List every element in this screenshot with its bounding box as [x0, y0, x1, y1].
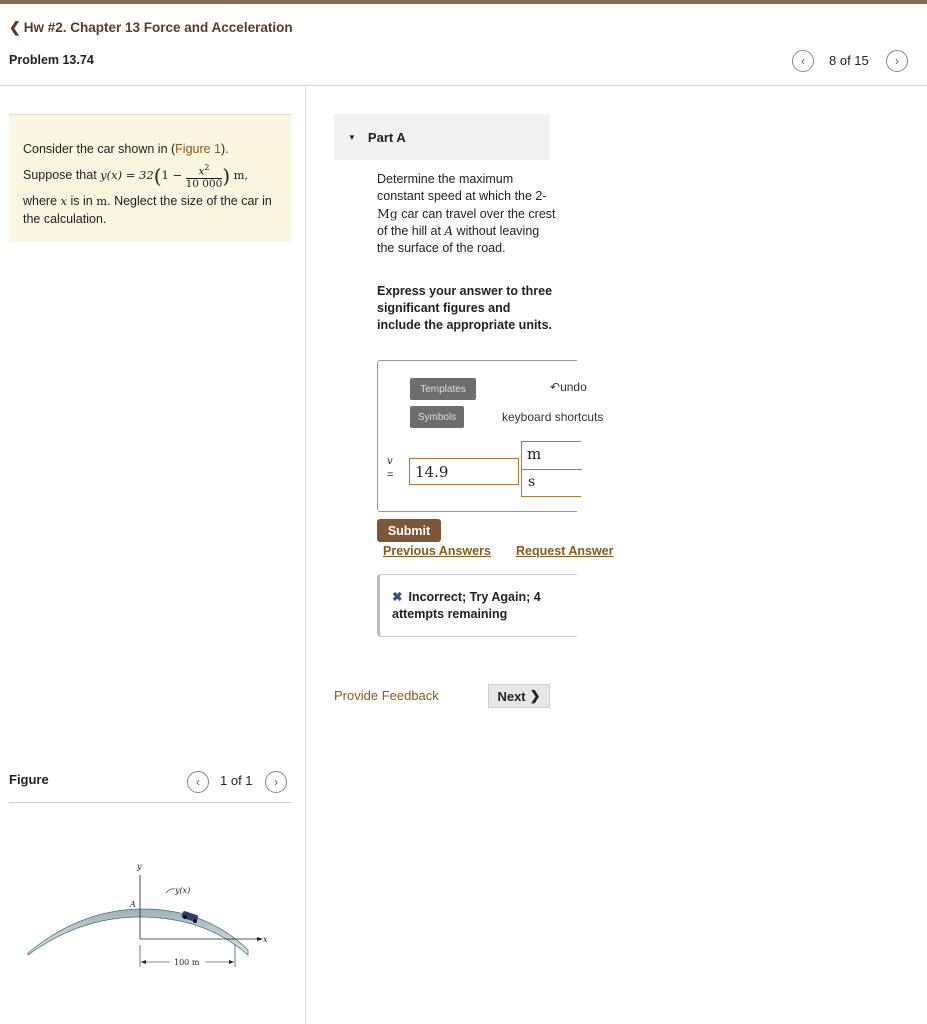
undo-button[interactable]: ↶undo — [550, 380, 587, 394]
symbols-button[interactable]: Symbols — [410, 406, 464, 428]
next-label: Next — [497, 688, 526, 704]
chevron-left-icon: ‹ — [196, 775, 200, 789]
feedback-text: Incorrect; Try Again; 4 attempts remaining — [392, 590, 541, 621]
hill-surface — [28, 909, 248, 955]
problem-statement — [9, 114, 291, 242]
request-answer-link[interactable]: Request Answer — [516, 544, 614, 558]
submit-button[interactable]: Submit — [377, 519, 441, 542]
chevron-right-icon: › — [895, 54, 899, 68]
assignment-back-link[interactable] — [9, 19, 293, 36]
point-a-label: A — [130, 900, 136, 909]
equation-fraction: $\frac{x^2}{10 000}$ — [185, 163, 223, 190]
answer-value-input[interactable] — [409, 458, 519, 485]
incorrect-icon: ✖ — [392, 590, 403, 604]
figure-next-button[interactable] — [265, 771, 287, 793]
problem-equation: Suppose that y(x) = 32(1 − $\frac{x^2}{10 000}$ ) m, — [23, 163, 249, 190]
curve-label: y(x) — [175, 886, 191, 895]
feedback-message — [377, 574, 577, 637]
answer-instruction: Express your answer to three significant figures and include the appropriate units. — [377, 284, 553, 332]
problem-where: where x is in m. Neglect the size of the car in the calculation. — [23, 193, 272, 226]
provide-feedback-link[interactable]: Provide Feedback — [334, 688, 439, 703]
equals-sign: = — [387, 469, 394, 481]
figure-label: Figure — [9, 772, 49, 787]
units-input[interactable] — [521, 441, 581, 497]
x-axis-label: x — [263, 935, 268, 944]
caret-down-icon: ▼ — [348, 132, 356, 142]
dim-arrow-right-icon — [229, 960, 234, 964]
previous-problem-button[interactable] — [792, 50, 814, 72]
problem-intro: Consider the car shown in (Figure 1). — [23, 142, 229, 156]
dimension-label: 100 m — [174, 958, 200, 967]
dim-arrow-left-icon — [141, 960, 146, 964]
equation-lhs: y(x) = 32 — [100, 168, 154, 183]
y-axis-label: y — [137, 862, 142, 871]
figure-link[interactable]: Figure 1 — [175, 142, 222, 156]
next-button[interactable] — [488, 684, 550, 708]
figure-counter: 1 of 1 — [220, 773, 253, 788]
header-divider — [0, 85, 927, 86]
next-problem-button[interactable] — [886, 50, 908, 72]
problem-counter: 8 of 15 — [829, 53, 869, 68]
unit-numerator: m — [527, 445, 542, 463]
figure-previous-button[interactable] — [187, 771, 209, 793]
column-divider — [305, 86, 306, 1024]
undo-icon: ↶ — [550, 380, 561, 394]
equation-one: 1 − — [161, 168, 183, 183]
unit-denominator: s — [528, 474, 536, 490]
answer-panel — [377, 360, 604, 512]
keyboard-shortcuts-link[interactable]: keyboard shortcuts — [502, 410, 604, 424]
chevron-right-icon: › — [274, 775, 278, 789]
top-accent-bar — [0, 0, 927, 4]
assignment-title: Hw #2. Chapter 13 Force and Acceleration — [23, 20, 293, 35]
part-a-header[interactable] — [334, 114, 550, 160]
figure-divider — [9, 802, 291, 803]
problem-title: Problem 13.74 — [9, 53, 94, 67]
variable-label: v — [387, 456, 393, 467]
yx-leader-line — [166, 889, 175, 893]
equation-unit: m, — [233, 168, 249, 183]
chevron-left-icon: ❮ — [9, 19, 21, 35]
question-text: Determine the maximum constant speed at which the 2-Mg car can travel over the crest of the hill at A without leaving the surface of the road. — [377, 172, 556, 255]
chevron-right-icon: ❯ — [529, 688, 541, 703]
hill-figure — [20, 855, 280, 980]
chevron-left-icon: ‹ — [801, 54, 805, 68]
previous-answers-link[interactable]: Previous Answers — [383, 544, 491, 558]
part-a-title: Part A — [367, 129, 406, 145]
templates-button[interactable]: Templates — [410, 378, 476, 400]
